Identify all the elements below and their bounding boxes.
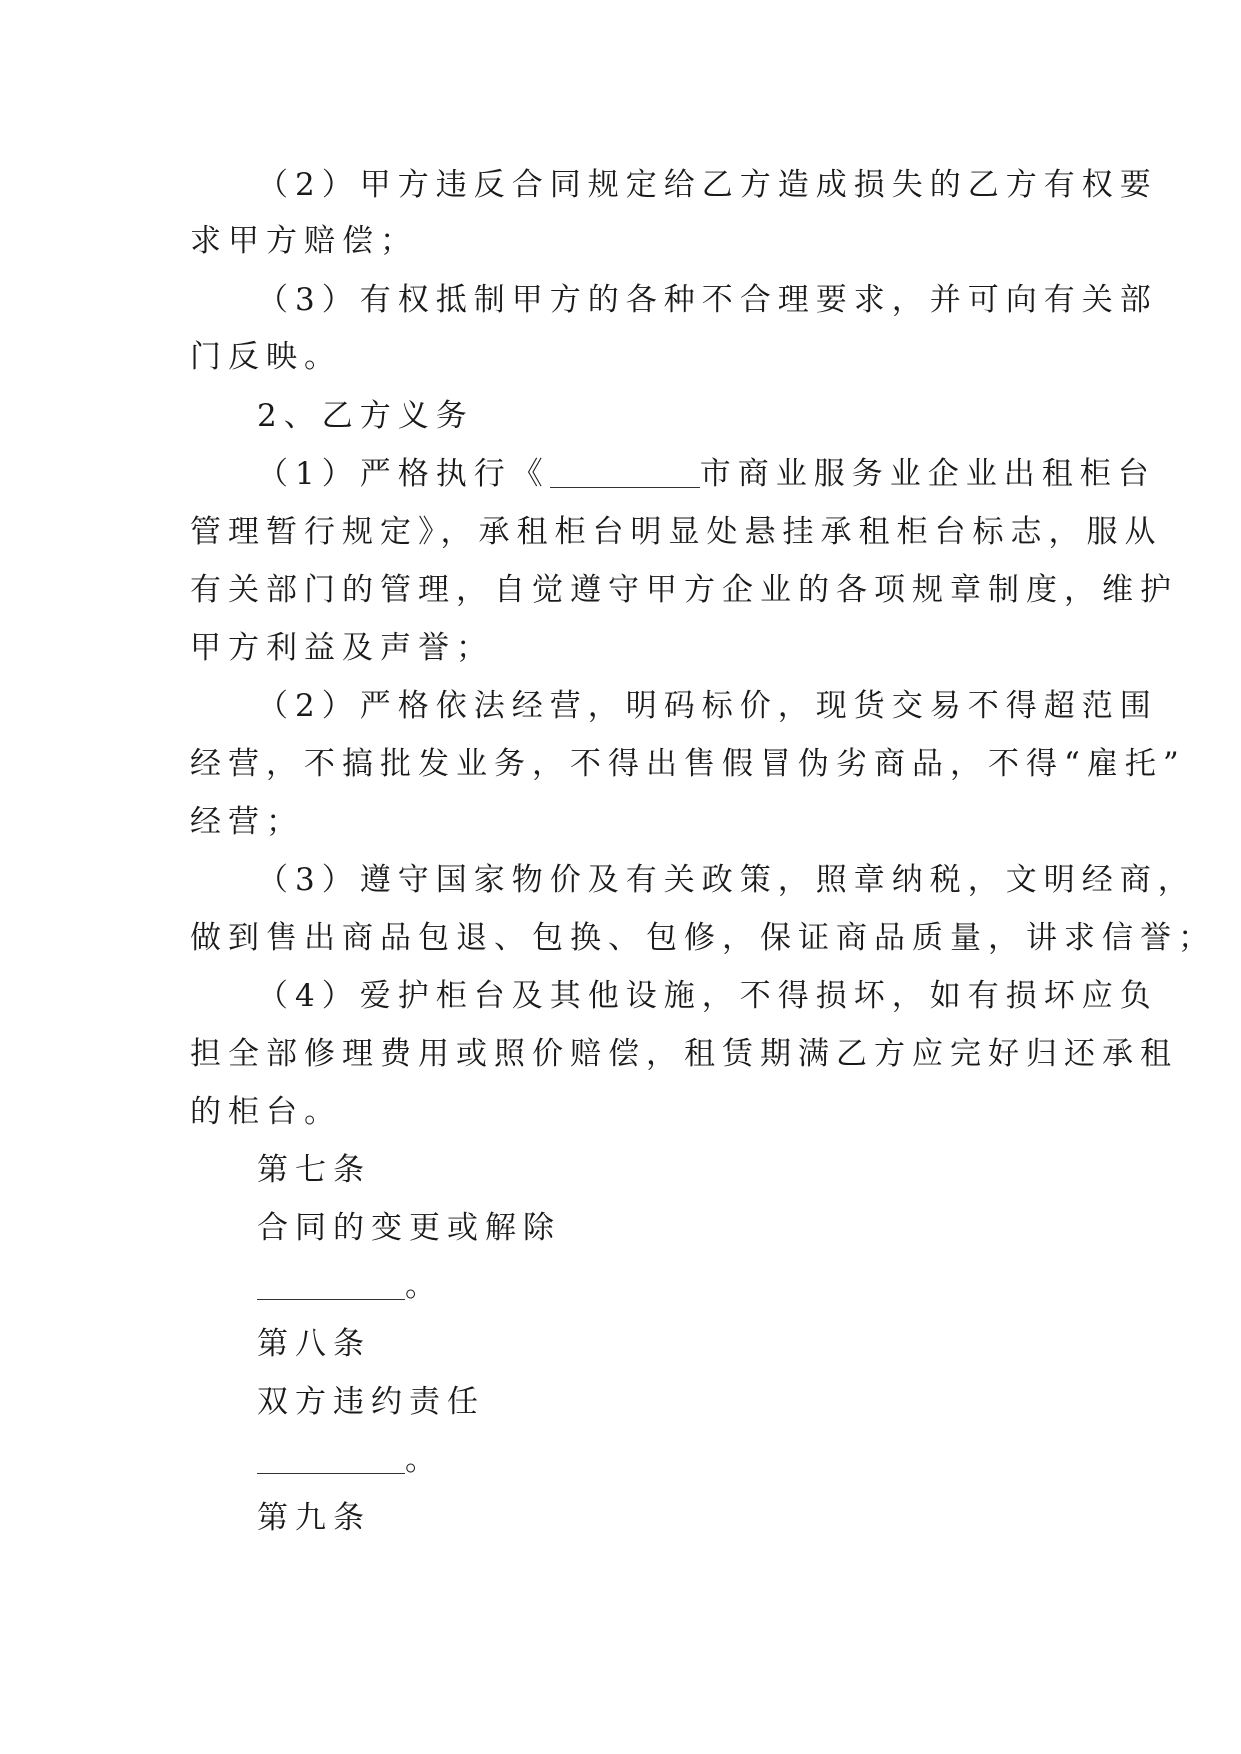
paragraph-line: 的柜台。: [190, 1094, 342, 1130]
article-title: 第九条: [257, 1500, 371, 1536]
paragraph-line: 担全部修理费用或照价赔偿，租赁期满乙方应完好归还承租: [190, 1036, 1178, 1072]
fill-in-blank: [257, 1445, 405, 1474]
paragraph-line: 门反映。: [190, 339, 342, 375]
paragraph-line: 经营，不搞批发业务，不得出售假冒伪劣商品，不得“雇托”: [190, 746, 1186, 782]
fill-in-blank: [257, 1271, 405, 1300]
paragraph-line: （3）遵守国家物价及有关政策，照章纳税，文明经商，: [257, 862, 1196, 898]
paragraph-line: 做到售出商品包退、包换、包修，保证商品质量，讲求信誉；: [190, 920, 1216, 956]
article-title: 第七条: [257, 1152, 371, 1188]
paragraph-line: （4）爱护柜台及其他设施，不得损坏，如有损坏应负: [257, 978, 1158, 1014]
blank-line: [257, 1266, 443, 1306]
paragraph-line: 有关部门的管理，自觉遵守甲方企业的各项规章制度，维护: [190, 572, 1178, 608]
article-subtitle: 合同的变更或解除: [257, 1210, 561, 1246]
fill-in-blank: [550, 459, 700, 488]
paragraph-line: （2）甲方违反合同规定给乙方造成损失的乙方有权要: [257, 167, 1158, 203]
section-heading: 2、乙方义务: [257, 398, 474, 434]
paragraph-line: 甲方利益及声誉；: [190, 630, 494, 666]
paragraph-line: （2）严格依法经营，明码标价，现货交易不得超范围: [257, 688, 1158, 724]
paragraph-line: 求甲方赔偿；: [190, 223, 418, 259]
article-title: 第八条: [257, 1326, 371, 1362]
paragraph-line: [257, 454, 1156, 494]
article-subtitle: 双方违约责任: [257, 1384, 485, 1420]
text-run: （1）严格执行《: [257, 456, 550, 492]
text-run: 市商业服务业企业出租柜台: [699, 456, 1156, 492]
text-run: 。: [405, 1442, 443, 1478]
paragraph-line: 经营；: [190, 804, 304, 840]
blank-line: [257, 1440, 443, 1480]
paragraph-line: 管理暂行规定》，承租柜台明显处悬挂承租柜台标志，服从: [190, 514, 1163, 550]
paragraph-line: （3）有权抵制甲方的各种不合理要求，并可向有关部: [257, 282, 1158, 318]
text-run: 。: [405, 1268, 443, 1304]
